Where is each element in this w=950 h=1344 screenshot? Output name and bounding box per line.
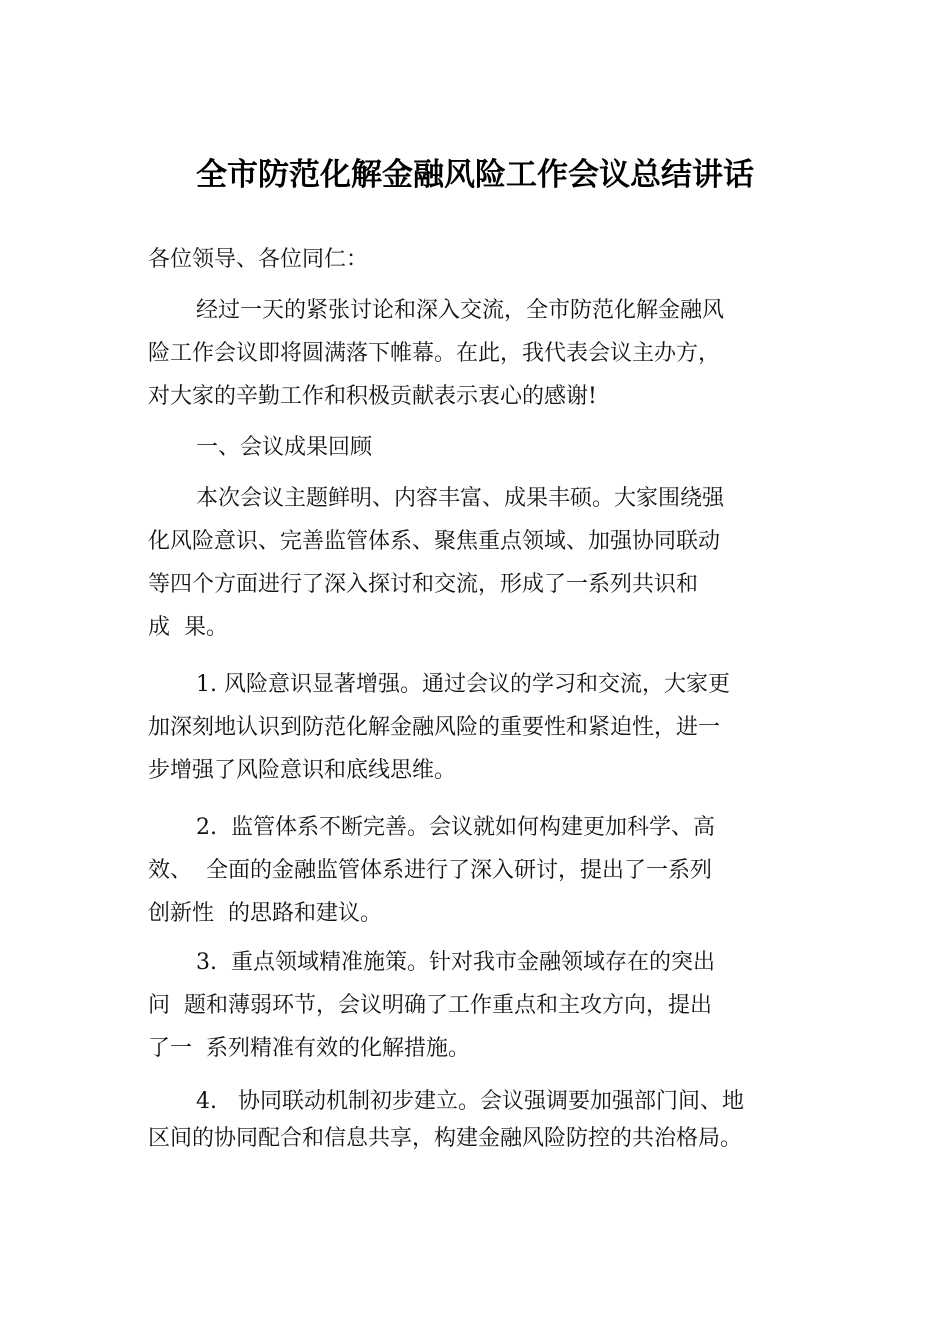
paragraph-line: 化风险意识、完善监管体系、聚焦重点领域、加强协同联动 <box>148 529 721 554</box>
paragraph-line: 本次会议主题鲜明、内容丰富、成果丰硕。大家围绕强 <box>196 486 725 511</box>
list-item-line: 3. 重点领域精准施策。针对我市金融领域存在的突出 <box>196 950 715 975</box>
paragraph-line: 险工作会议即将圆满落下帷幕。在此，我代表会议主办方， <box>148 341 721 366</box>
paragraph-line: 经过一天的紧张讨论和深入交流，全市防范化解金融风 <box>196 298 725 323</box>
paragraph-line: 对大家的辛勤工作和积极贡献表示衷心的感谢! <box>148 384 597 409</box>
section-heading: 一、会议成果回顾 <box>196 435 373 460</box>
list-item-line: 创新性 的思路和建议。 <box>148 901 382 926</box>
list-item-line: 步增强了风险意识和底线思维。 <box>148 758 457 783</box>
document-title: 全市防范化解金融风险工作会议总结讲话 <box>196 157 754 193</box>
list-item-line: 4. 协同联动机制初步建立。会议强调要加强部门间、地 <box>196 1089 744 1114</box>
salutation: 各位领导、各位同仁： <box>148 247 369 272</box>
paragraph-line: 成 果。 <box>148 615 228 640</box>
list-item-line: 1. 风险意识显著增强。通过会议的学习和交流，大家更 <box>196 672 730 697</box>
list-item-line: 问 题和薄弱环节，会议明确了工作重点和主攻方向，提出 <box>148 993 712 1018</box>
list-item-line: 加深刻地认识到防范化解金融风险的重要性和紧迫性，进一 <box>148 715 721 740</box>
list-item-line: 区间的协同配合和信息共享，构建金融风险防控的共治格局。 <box>148 1126 743 1151</box>
paragraph-line: 等四个方面进行了深入探讨和交流，形成了一系列共识和 <box>148 572 699 597</box>
list-item-line: 效、 全面的金融监管体系进行了深入研讨，提出了一系列 <box>148 858 712 883</box>
list-item-line: 了一 系列精准有效的化解措施。 <box>148 1036 470 1061</box>
list-item-line: 2. 监管体系不断完善。会议就如何构建更加科学、高 <box>196 815 715 840</box>
